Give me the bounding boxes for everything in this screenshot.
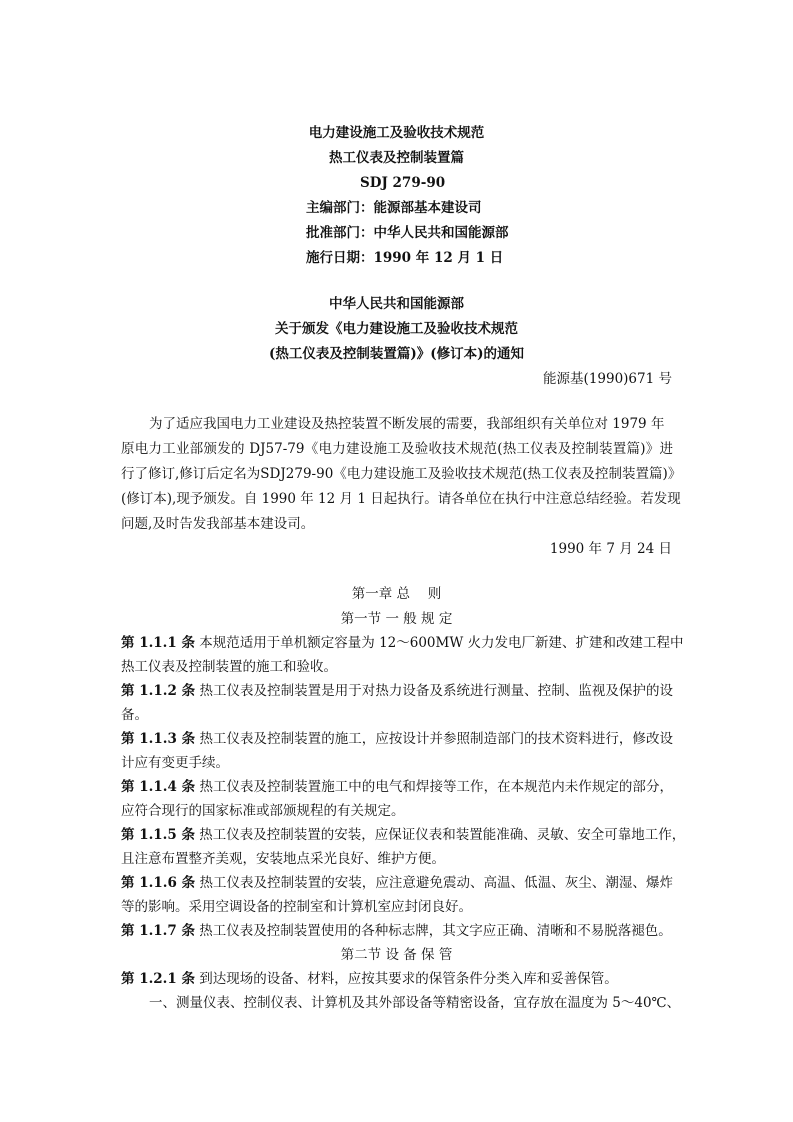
article-1-1-5-line2: 且注意布置整齐美观，安装地点采光良好、维护方便。 [121, 851, 445, 867]
notice-body-line5: 问题,及时告发我部基本建设司。 [121, 516, 315, 532]
article-1-1-4-line2: 应符合现行的国家标准或部颁规程的有关规定。 [121, 803, 405, 819]
notice-body-line3: 行了修订,修订后定名为SDJ279-90《电力建设施工及验收技术规范(热工仪表及控制装置篇)》 [121, 466, 682, 482]
article-number: 第 1.1.5 条 [121, 827, 195, 843]
article-1-1-3-line1: 第 1.1.3 条 热工仪表及控制装置的施工，应按设计并参照制造部门的技术资料进行，修改设 [121, 731, 673, 747]
article-1-1-1-line2: 热工仪表及控制装置的施工和验收。 [121, 659, 337, 675]
chapter-title: 第一章 总 则 [351, 586, 442, 602]
notice-title-line1: 关于颁发《电力建设施工及验收技术规范 [275, 321, 518, 337]
doc-title: 电力建设施工及验收技术规范 [308, 125, 485, 141]
section2-title: 第二节 设 备 保 管 [340, 947, 453, 963]
article-1-2-1-line1: 第 1.2.1 条 到达现场的设备、材料，应按其要求的保管条件分类入库和妥善保管。 [121, 971, 618, 987]
notice-body-line2: 原电力工业部颁发的 DJ57-79《电力建设施工及验收技术规范(热工仪表及控制装置篇)》进 [121, 441, 673, 457]
article-1-1-7-line1: 第 1.1.7 条 热工仪表及控制装置使用的各种标志牌，其文字应正确、清晰和不易脱落褪色。 [121, 923, 672, 939]
article-1-1-3-line2: 计应有变更手续。 [121, 755, 229, 771]
section1-title: 第一节 一 般 规 定 [340, 611, 453, 627]
notice-body-line1: 为了适应我国电力工业建设及热控装置不断发展的需要，我部组织有关单位对 1979 年 [149, 416, 665, 432]
doc-approver: 批准部门：中华人民共和国能源部 [306, 225, 509, 241]
article-1-1-4-line1: 第 1.1.4 条 热工仪表及控制装置施工中的电气和焊接等工作，在本规范内未作规定的部分， [121, 779, 673, 795]
article-1-1-2-line1: 第 1.1.2 条 热工仪表及控制装置是用于对热力设备及系统进行测量、控制、监视及保护的设 [121, 683, 673, 699]
notice-date: 1990 年 7 月 24 日 [549, 541, 672, 557]
notice-doc-number: 能源基(1990)671 号 [543, 371, 672, 387]
article-1-1-1-line1: 第 1.1.1 条 本规范适用于单机额定容量为 12～600MW 火力发电厂新建、扩建和改建工程中 [121, 635, 684, 651]
notice-body-line4: (修订本),现予颁发。自 1990 年 12 月 1 日起执行。请各单位在执行中注意总结经验。若发现 [121, 491, 681, 507]
doc-subtitle: 热工仪表及控制装置篇 [329, 150, 464, 166]
article-number: 第 1.1.7 条 [121, 923, 195, 939]
doc-effective-date: 施行日期：1990 年 12 月 1 日 [306, 250, 504, 266]
notice-issuer: 中华人民共和国能源部 [329, 296, 464, 312]
article-number: 第 1.1.1 条 [121, 635, 195, 651]
article-1-1-6-line1: 第 1.1.6 条 热工仪表及控制装置的安装，应注意避免震动、高温、低温、灰尘、潮湿、爆炸 [121, 875, 673, 891]
article-number: 第 1.1.3 条 [121, 731, 196, 747]
article-number: 第 1.1.4 条 [121, 779, 196, 795]
doc-editor: 主编部门：能源部基本建设司 [306, 200, 482, 216]
article-number: 第 1.2.1 条 [121, 971, 195, 987]
article-1-1-5-line1: 第 1.1.5 条 热工仪表及控制装置的安装，应保证仪表和装置能准确、灵敏、安全可靠地工作， [121, 827, 686, 843]
article-number: 第 1.1.2 条 [121, 683, 196, 699]
article-1-1-2-line2: 备。 [121, 707, 148, 723]
article-number: 第 1.1.6 条 [121, 875, 196, 891]
notice-title-line2: (热工仪表及控制装置篇)》(修订本)的通知 [268, 346, 525, 362]
doc-code: SDJ 279-90 [360, 175, 446, 191]
article-1-1-6-line2: 等的影响。采用空调设备的控制室和计算机室应封闭良好。 [121, 899, 472, 915]
article-1-2-1-item1: 一、测量仪表、控制仪表、计算机及其外部设备等精密设备，宜存放在温度为 5～40℃、 [149, 995, 681, 1011]
